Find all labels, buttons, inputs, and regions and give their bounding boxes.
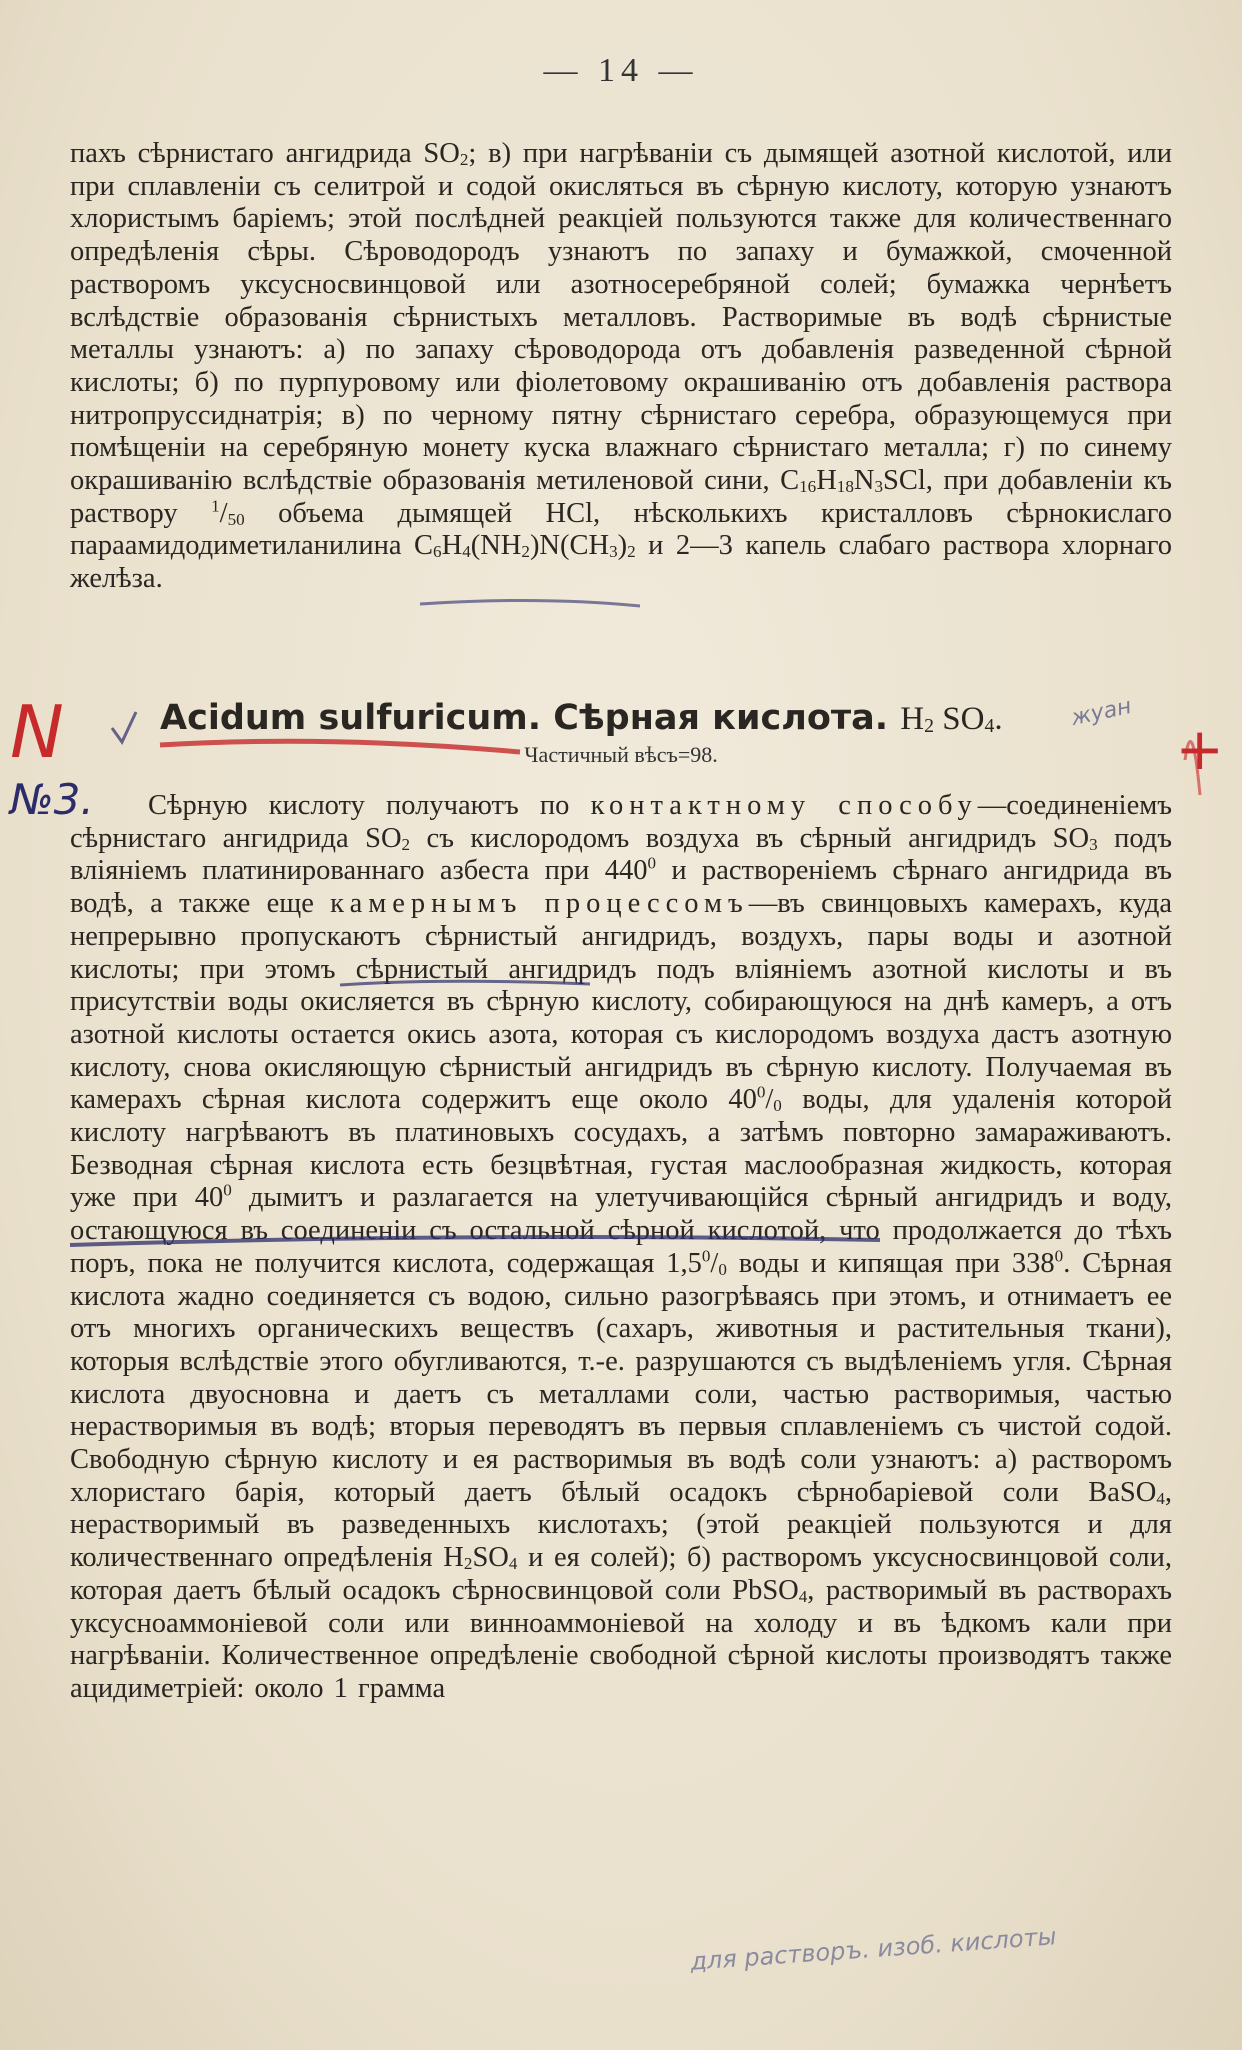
check-mark (112, 712, 136, 742)
margin-note: жуан (1069, 693, 1134, 732)
red-plus-mark: + (1175, 715, 1224, 783)
paragraph-continued: пахъ сѣрнистаго ангидрида $SO_2$; в) при нагрѣваніи съ дымящей азотной кислотой, или при сплавленіи съ селитрой и содой окисляться въ сѣрную кислоту, которую узнаютъ хлористымъ баріемъ; этой послѣдней реакціей пользуются также для количественнаго опредѣленія сѣры. Сѣроводородъ узнаютъ по запаху и бумажкой, смоченной растворомъ уксусносвинцовой или азотносеребряной солей; бумажка чернѣетъ вслѣдствіе образованія сѣрнистыхъ металловъ. Растворимые въ водѣ сѣрнистые металлы узнаютъ: а) по запаху сѣроводорода отъ добавленія разведенной сѣрной кислоты; б) по пурпуровому или фіолетовому окрашиванію отъ добавленія раствора нитропруссиднатрія; в) по черному пятну сѣрнистаго серебра, образующемуся при помѣщеніи на серебряную монету куска влажнаго сѣрнистаго металла; г) по синему окрашиванію вслѣдствіе образованія метиленовой сини, $C_{16}H_{18}N_3SCl$, при добавленіи къ раствору $^1/_{50}$ объема дымящей HCl, нѣсколькихъ кристалловъ сѣрнокислаго параамидодиметиланилина $C_6H_4(NH_2)N(CH_3)_2$ и 2—3 капель слабаго раствора хлорнаго желѣза. (70, 138, 1173, 595)
blue-underline-reagent (420, 600, 640, 606)
title-latin: Acidum sulfuricum. (160, 698, 542, 738)
title-formula: $H_2$ $SO_4$. (900, 701, 1003, 737)
bottom-handwritten-note: для растворъ. изоб. кислоты (689, 1922, 1058, 1976)
red-pencil-letter: N (10, 690, 64, 774)
molecular-weight: Частичный вѣсъ=98. (524, 742, 718, 767)
section-title (160, 698, 1120, 738)
page-number: — 14 — (543, 52, 699, 89)
paragraph-main: Сѣрную кислоту получаютъ по контактному способу—соединеніемъ сѣрнистаго ангидрида $SO_2$ съ кислородомъ воздуха въ сѣрный ангидридъ $SO_3$ подъ вліяніемъ платинированнаго азбеста при $440^0$ и раствореніемъ сѣрнаго ангидрида въ водѣ, а также еще камернымъ процессомъ—въ свинцовыхъ камерахъ, куда непрерывно пропускаютъ сѣрнистый ангидридъ, воздухъ, пары воды и азотной кислоты; при этомъ сѣрнистый ангидридъ подъ вліяніемъ азотной кислоты и въ присутствіи воды окисляется въ сѣрную кислоту, собирающуюся на днѣ камеръ, а отъ азотной кислоты остается окись азота, которая съ кислородомъ воздуха дастъ азотную кислоту, снова окисляющую сѣрнистый ангидридъ въ сѣрную кислоту. Получаемая въ камерахъ сѣрная кислота содержитъ еще около $40^0/_0$ воды, для удаленія которой кислоту нагрѣваютъ въ платиновыхъ сосудахъ, а затѣмъ повторно замараживаютъ. Безводная сѣрная кислота есть безцвѣтная, густая маслообразная жидкость, которая уже при $40^0$ дымитъ и разлагается на улетучивающійся сѣрный ангидридъ и воду, остающуюся въ соединеніи съ остальной сѣрной кислотой, что продолжается до тѣхъ поръ, пока не получится кислота, содержащая $1,5^0/_0$ воды и кипящая при $338^0$. Сѣрная кислота жадно соединяется съ водою, сильно разогрѣваясь при этомъ, и отнимаетъ ее отъ многихъ органическихъ веществъ (сахаръ, животныя и растительныя ткани), которыя вслѣдствіе этого обугливаются, т.-е. разрушаются съ выдѣленіемъ угля. Сѣрная кислота двуосновна и даетъ съ металлами соли, частью растворимыя, частью нерастворимыя въ водѣ; вторыя переводятъ въ первыя сплавленіемъ съ чистой содой. Свободную сѣрную кислоту и ея растворимыя въ водѣ соли узнаютъ: а) растворомъ хлористаго барія, который даетъ бѣлый осадокъ сѣрнобаріевой соли BaSO$_4$, нерастворимый въ разведенныхъ кислотахъ; (этой реакціей пользуются и для количественнаго опредѣленія $H_2SO_4$ и ея солей); б) растворомъ уксусносвинцовой соли, которая даетъ бѣлый осадокъ сѣрносвинцовой соли PbSO$_4$, растворимый въ растворахъ уксусноаммоніевой соли или виннoаммоніевой на холоду и въ ѣдкомъ кали при нагрѣваніи. Количественное опредѣленіе свободной сѣрной кислоты производятъ также ацидиметріей: около 1 грамма (70, 790, 1173, 1704)
title-russian: Сѣрная кислота. (553, 698, 889, 738)
blue-pencil-mark: №3. (10, 775, 94, 824)
